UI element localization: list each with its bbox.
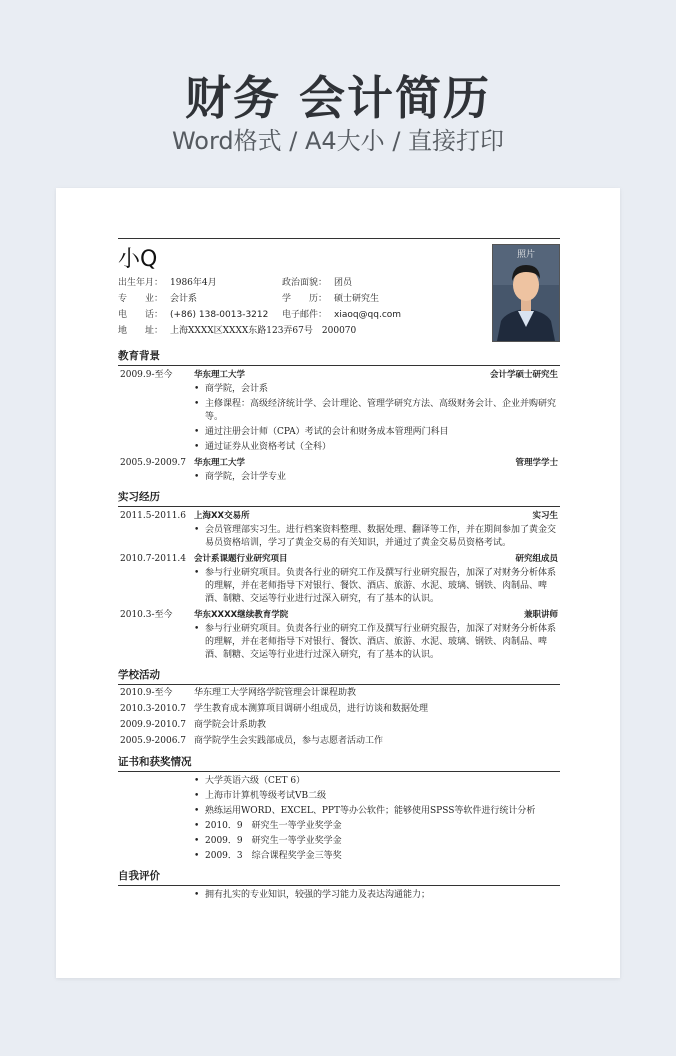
info-label: 电子邮件： [282,310,328,320]
info-email [282,307,401,323]
entry-role: 管理学学士 [515,458,558,468]
list-item: • 拥有扎实的专业知识，较强的学习能力及表达沟通能力； [194,889,560,902]
top-divider [118,238,560,239]
activity-date: 2009.9-2010.7 [120,720,187,730]
experience-entry [118,608,560,662]
section-title-education: 教育背景 [118,347,560,366]
resume-page [56,188,620,978]
info-value: xiaoq@qq.com [334,310,402,320]
personal-info [118,275,560,343]
info-label: 专 业： [118,294,164,304]
section-title-experience: 实习经历 [118,488,560,507]
info-phone [118,307,268,323]
info-value: (+86) 138-0013-3212 [170,310,269,320]
banner-title: 财务 会计简历 [184,71,491,125]
entry-date: 2005.9-2009.7 [120,458,187,468]
list-item: • 2010．9 研究生一等学业奖学金 [194,820,560,833]
entry-date: 2010.7-2011.4 [120,554,187,564]
info-label: 地 址： [118,326,164,336]
info-degree [282,291,379,307]
entry-date: 2010.3-至今 [120,610,173,620]
activity-text: 商学院会计系助教 [194,720,267,730]
list-item: • 2009．9 研究生一等学业奖学金 [194,835,560,848]
activity-row [118,701,560,717]
info-value: 团员 [334,278,353,288]
entry-role: 会计学硕士研究生 [489,370,558,380]
entry-org: 华东理工大学 [194,458,246,468]
activity-row [118,733,560,749]
info-label: 学 历： [282,294,328,304]
list-item: • 主修课程：高级经济统计学、会计理论、管理学研究方法、高级财务会计、企业并购研究等。 [194,398,560,424]
entry-org: 华东XXXX继续教育学院 [194,610,289,620]
awards-list [118,775,560,863]
entry-date: 2011.5-2011.6 [120,511,187,521]
activity-date: 2010.9-至今 [120,688,173,698]
info-address [118,323,356,339]
info-row [118,291,498,307]
self-eval-list [118,889,560,902]
education-entry [118,368,560,454]
list-item: • 大学英语六级（CET 6） [194,775,560,788]
activity-row [118,717,560,733]
entry-date: 2009.9-至今 [120,370,173,380]
activity-text: 商学院学生会实践部成员，参与志愿者活动工作 [194,736,384,746]
photo-label: 照片 [516,250,535,260]
info-value: 会计系 [170,294,198,304]
info-birth [118,275,217,291]
info-value: 上海XXXX区XXXX东路123弄67号 200070 [170,326,357,336]
activity-text: 华东理工大学网络学院管理会计课程助教 [194,688,357,698]
list-item: • 商学院，会计系 [194,383,560,396]
info-label: 电 话： [118,310,164,320]
list-item: • 熟练运用WORD、EXCEL、PPT等办公软件；能够使用SPSS等软件进行统计分析 [194,805,560,818]
entry-org: 上海XX交易所 [194,511,250,521]
info-value: 1986年4月 [170,278,217,288]
experience-entry [118,552,560,606]
activity-date: 2010.3-2010.7 [120,704,187,714]
info-political [282,275,352,291]
list-item: • 2009．3 综合课程奖学金三等奖 [194,850,560,863]
entry-role: 兼职讲师 [523,610,558,620]
entry-role: 研究组成员 [515,554,558,564]
resume-content [118,238,560,904]
activity-date: 2005.9-2006.7 [120,736,187,746]
info-label: 出生年月： [118,278,164,288]
activity-row [118,685,560,701]
entry-org: 华东理工大学 [194,370,246,380]
section-title-awards: 证书和获奖情况 [118,753,560,772]
entry-role: 实习生 [532,511,558,521]
info-row [118,307,498,323]
list-item: • 参与行业研究项目。负责各行业的研究工作及撰写行业研究报告，加深了对财务分析体系的理解，并在老师指导下对银行、餐饮、酒店、旅游、水泥、玻璃、钢铁、肉制品、啤酒、制糖、交运等行业进行过深入研究，有了基本的认识。 [194,623,560,662]
list-item: • 商学院，会计学专业 [194,471,560,484]
activity-text: 学生教育成本测算项目调研小组成员，进行访谈和数据处理 [194,704,429,714]
experience-entry [118,509,560,550]
list-item: • 参与行业研究项目。负责各行业的研究工作及撰写行业研究报告，加深了对财务分析体系的理解，并在老师指导下对银行、餐饮、酒店、旅游、水泥、玻璃、钢铁、肉制品、啤酒、制糖、交运等行业进行过深入研究，有了基本的认识。 [194,567,560,606]
entry-org: 会计系课题行业研究项目 [194,554,288,564]
info-row [118,323,498,339]
list-item: • 通过注册会计师（CPA）考试的会计和财务成本管理两门科目 [194,426,560,439]
list-item: • 通过证券从业资格考试（全科） [194,441,560,454]
banner-subtitle: Word格式 / A4大小 / 直接打印 [171,127,505,155]
candidate-name: 小Q [118,247,158,272]
education-entry [118,456,560,484]
list-item: • 上海市计算机等级考试VB二级 [194,790,560,803]
section-title-activities: 学校活动 [118,666,560,685]
list-item: • 会员管理部实习生。进行档案资料整理、数据处理、翻译等工作，并在期间参加了黄金交易员资格培训，学习了黄金交易的有关知识，并通过了黄金交易员资格考试。 [194,524,560,550]
info-major [118,291,197,307]
info-row [118,275,498,291]
info-label: 政治面貌： [282,278,328,288]
section-title-self-evaluation: 自我评价 [118,867,560,886]
info-value: 硕士研究生 [334,294,380,304]
